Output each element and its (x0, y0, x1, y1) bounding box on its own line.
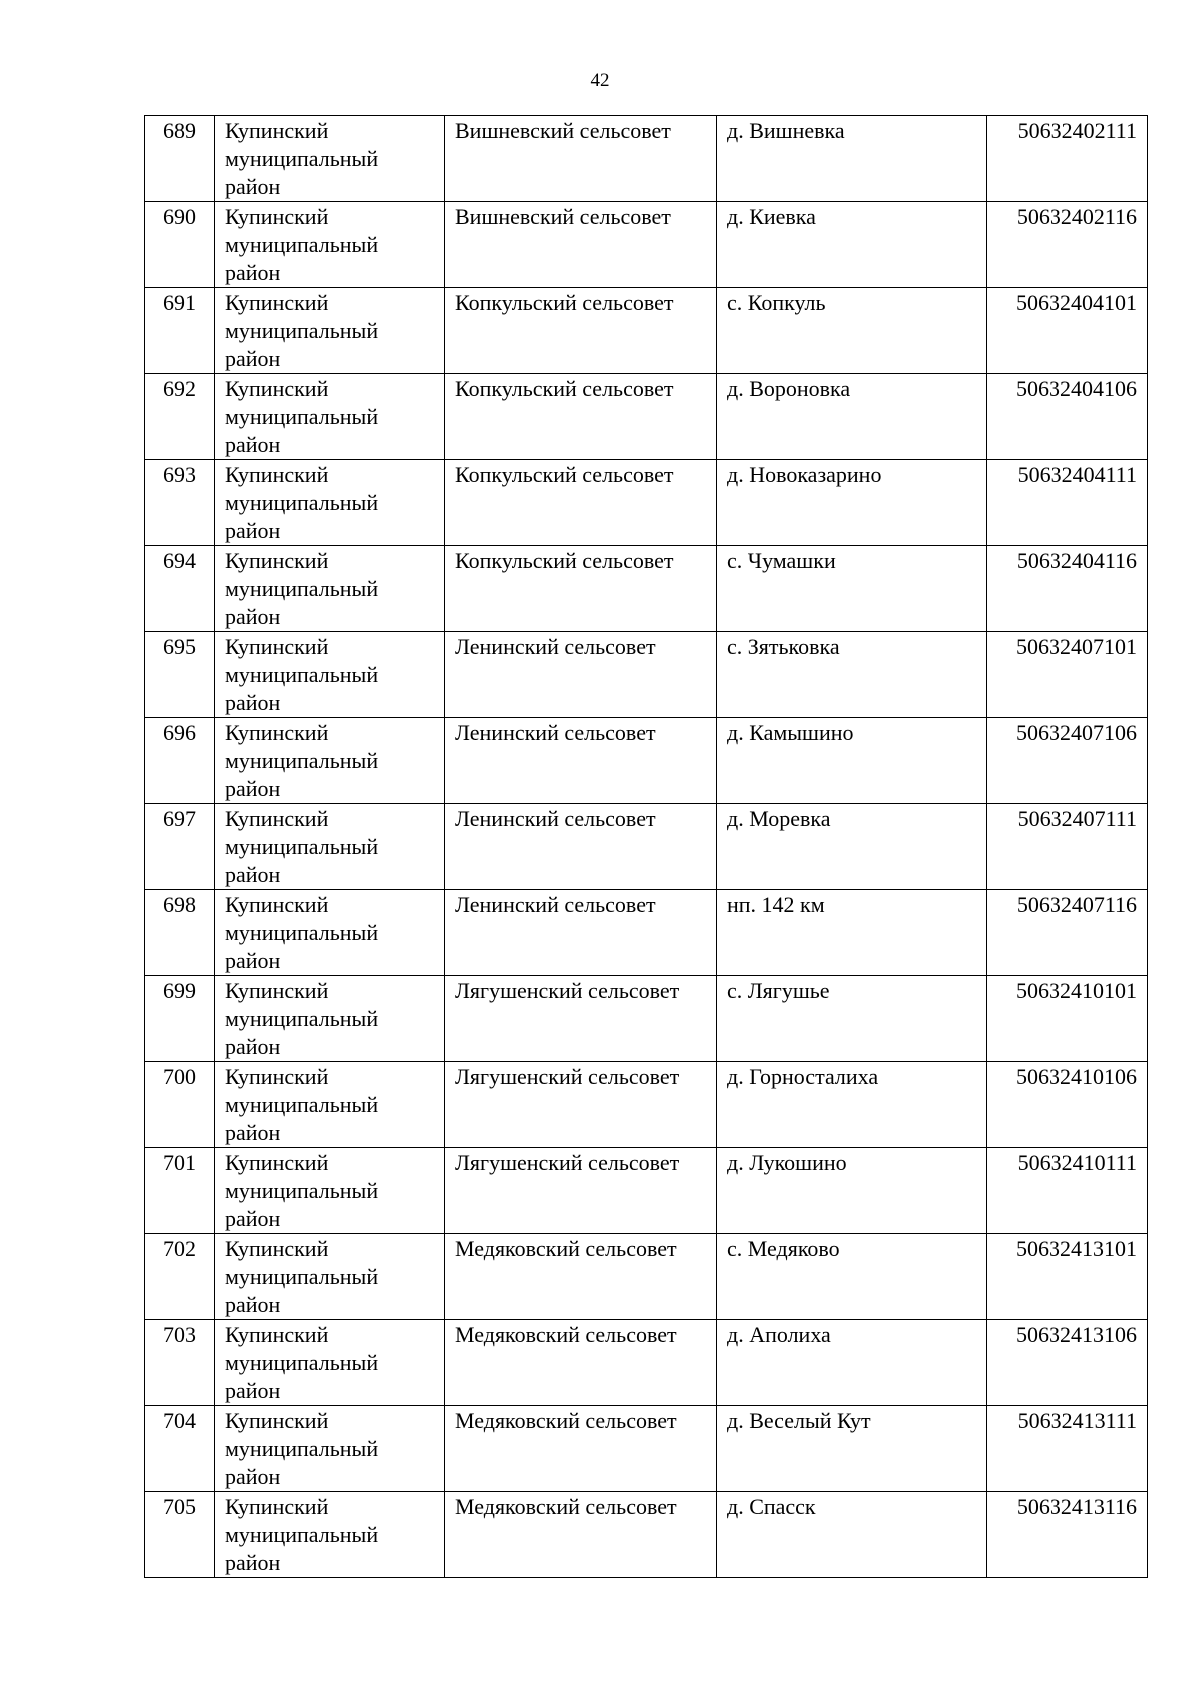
district-cell: Купинский муниципальный район (215, 632, 445, 718)
settlement-cell: д. Лукошино (717, 1148, 987, 1234)
council-cell: Копкульский сельсовет (445, 374, 717, 460)
code-cell: 50632413111 (987, 1406, 1148, 1492)
council-cell: Медяковский сельсовет (445, 1320, 717, 1406)
row-number: 699 (145, 976, 215, 1062)
district-cell: Купинский муниципальный район (215, 202, 445, 288)
row-number: 701 (145, 1148, 215, 1234)
district-cell: Купинский муниципальный район (215, 460, 445, 546)
row-number: 690 (145, 202, 215, 288)
code-cell: 50632413116 (987, 1492, 1148, 1578)
council-cell: Ленинский сельсовет (445, 804, 717, 890)
code-cell: 50632410101 (987, 976, 1148, 1062)
district-cell: Купинский муниципальный район (215, 1234, 445, 1320)
council-cell: Вишневский сельсовет (445, 116, 717, 202)
code-cell: 50632402111 (987, 116, 1148, 202)
row-number: 693 (145, 460, 215, 546)
settlement-cell: д. Новоказарино (717, 460, 987, 546)
table-row (145, 890, 1148, 976)
council-cell: Медяковский сельсовет (445, 1492, 717, 1578)
district-cell: Купинский муниципальный район (215, 1148, 445, 1234)
row-number: 704 (145, 1406, 215, 1492)
settlement-cell: д. Аполиха (717, 1320, 987, 1406)
code-cell: 50632410106 (987, 1062, 1148, 1148)
settlement-cell: д. Вишневка (717, 116, 987, 202)
settlement-cell: с. Зятьковка (717, 632, 987, 718)
district-cell: Купинский муниципальный район (215, 1062, 445, 1148)
district-cell: Купинский муниципальный район (215, 718, 445, 804)
settlement-cell: д. Киевка (717, 202, 987, 288)
table-row (145, 1492, 1148, 1578)
district-cell: Купинский муниципальный район (215, 288, 445, 374)
page-number: 42 (590, 70, 610, 91)
settlement-cell: с. Медяково (717, 1234, 987, 1320)
settlement-cell: нп. 142 км (717, 890, 987, 976)
code-cell: 50632402116 (987, 202, 1148, 288)
table-body (145, 116, 1148, 1578)
council-cell: Копкульский сельсовет (445, 460, 717, 546)
table-row (145, 804, 1148, 890)
code-cell: 50632407111 (987, 804, 1148, 890)
district-cell: Купинский муниципальный район (215, 116, 445, 202)
council-cell: Лягушенский сельсовет (445, 976, 717, 1062)
settlement-cell: д. Веселый Кут (717, 1406, 987, 1492)
row-number: 705 (145, 1492, 215, 1578)
row-number: 692 (145, 374, 215, 460)
code-cell: 50632404101 (987, 288, 1148, 374)
code-cell: 50632407106 (987, 718, 1148, 804)
settlement-cell: д. Моревка (717, 804, 987, 890)
table-row (145, 116, 1148, 202)
row-number: 694 (145, 546, 215, 632)
table-row (145, 1234, 1148, 1320)
table-row (145, 718, 1148, 804)
district-cell: Купинский муниципальный район (215, 374, 445, 460)
settlement-cell: с. Лягушье (717, 976, 987, 1062)
row-number: 689 (145, 116, 215, 202)
settlement-cell: д. Вороновка (717, 374, 987, 460)
code-cell: 50632413106 (987, 1320, 1148, 1406)
code-cell: 50632413101 (987, 1234, 1148, 1320)
table-row (145, 460, 1148, 546)
settlement-cell: с. Копкуль (717, 288, 987, 374)
row-number: 696 (145, 718, 215, 804)
table-row (145, 288, 1148, 374)
code-cell: 50632404116 (987, 546, 1148, 632)
table-row (145, 976, 1148, 1062)
district-cell: Купинский муниципальный район (215, 1492, 445, 1578)
council-cell: Лягушенский сельсовет (445, 1062, 717, 1148)
code-cell: 50632410111 (987, 1148, 1148, 1234)
district-cell: Купинский муниципальный район (215, 1320, 445, 1406)
council-cell: Ленинский сельсовет (445, 718, 717, 804)
table-row (145, 546, 1148, 632)
row-number: 697 (145, 804, 215, 890)
row-number: 691 (145, 288, 215, 374)
district-cell: Купинский муниципальный район (215, 890, 445, 976)
table-row (145, 202, 1148, 288)
settlements-table (144, 115, 1148, 1578)
code-cell: 50632407101 (987, 632, 1148, 718)
council-cell: Лягушенский сельсовет (445, 1148, 717, 1234)
council-cell: Ленинский сельсовет (445, 890, 717, 976)
council-cell: Копкульский сельсовет (445, 546, 717, 632)
table-row (145, 374, 1148, 460)
settlement-cell: д. Горносталиха (717, 1062, 987, 1148)
row-number: 698 (145, 890, 215, 976)
district-cell: Купинский муниципальный район (215, 804, 445, 890)
row-number: 703 (145, 1320, 215, 1406)
council-cell: Медяковский сельсовет (445, 1406, 717, 1492)
table-row (145, 632, 1148, 718)
council-cell: Медяковский сельсовет (445, 1234, 717, 1320)
row-number: 702 (145, 1234, 215, 1320)
council-cell: Копкульский сельсовет (445, 288, 717, 374)
code-cell: 50632404111 (987, 460, 1148, 546)
code-cell: 50632407116 (987, 890, 1148, 976)
council-cell: Ленинский сельсовет (445, 632, 717, 718)
district-cell: Купинский муниципальный район (215, 976, 445, 1062)
table-row (145, 1320, 1148, 1406)
row-number: 700 (145, 1062, 215, 1148)
settlement-cell: д. Камышино (717, 718, 987, 804)
settlement-cell: с. Чумашки (717, 546, 987, 632)
settlement-cell: д. Спасск (717, 1492, 987, 1578)
district-cell: Купинский муниципальный район (215, 1406, 445, 1492)
council-cell: Вишневский сельсовет (445, 202, 717, 288)
code-cell: 50632404106 (987, 374, 1148, 460)
row-number: 695 (145, 632, 215, 718)
table-row (145, 1406, 1148, 1492)
district-cell: Купинский муниципальный район (215, 546, 445, 632)
table-row (145, 1148, 1148, 1234)
table-row (145, 1062, 1148, 1148)
